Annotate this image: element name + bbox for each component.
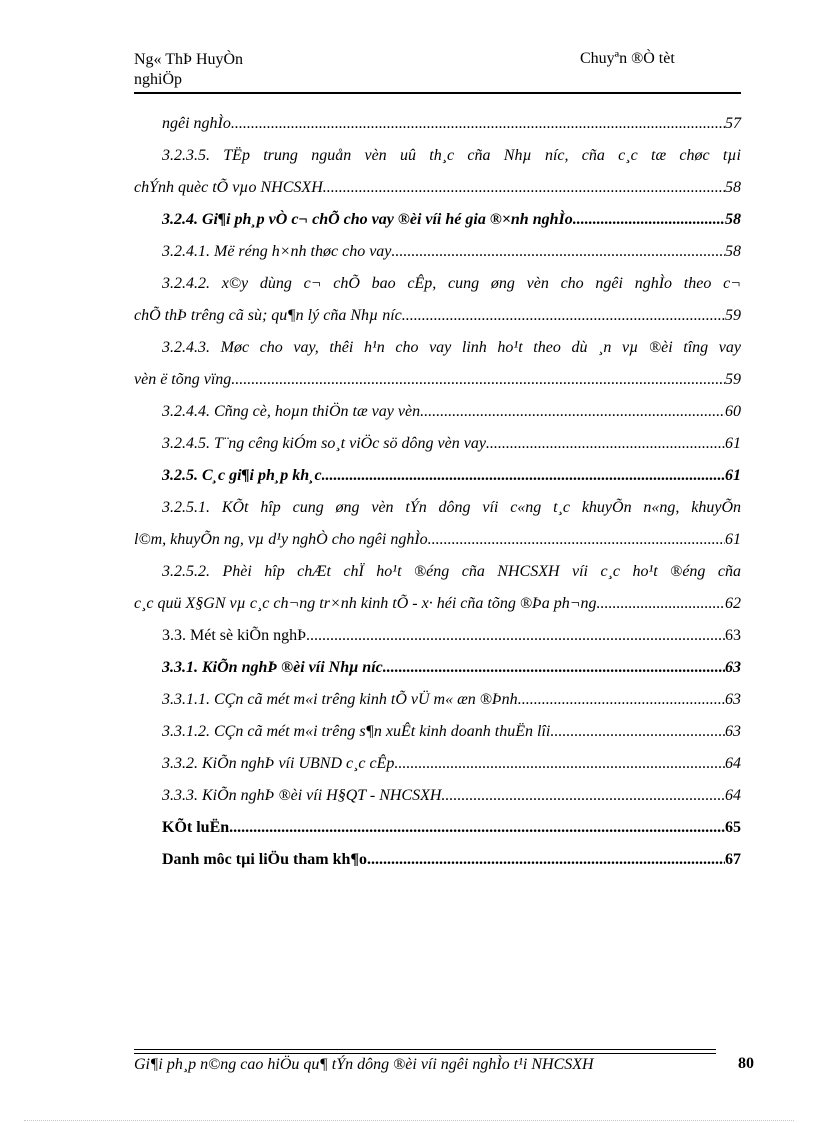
toc-page-number: 67: [725, 851, 741, 868]
toc-entry: [134, 844, 741, 876]
page-number: 80: [738, 1055, 754, 1072]
toc-page-number: 64: [725, 787, 741, 804]
author-line-1: Ng« ThÞ HuyÒn: [134, 51, 244, 68]
toc-entry-title: chÕ thÞ trêng cã sù; qu¶n lý cña Nhµ níc: [134, 307, 402, 324]
toc-entry: [134, 524, 741, 556]
toc-entry-line: 3.2.5.2. Phèi hîp chÆt chÏ ho¹t ®éng cña NHCSXH víi c¸c ho¹t ®éng cña: [162, 563, 741, 580]
toc-page-number: 62: [725, 595, 741, 612]
toc-entry-line: 3.2.4.3. Møc cho vay, thêi h¹n cho vay linh ho¹t theo dù ¸n vµ ®èi tîng vay: [162, 339, 741, 356]
toc-page-number: 61: [725, 467, 741, 484]
toc-entry: [134, 300, 741, 332]
toc-page-number: 57: [725, 115, 741, 132]
toc-leader-dots: [402, 300, 725, 332]
toc-entry-title: ngêi nghÌo: [162, 115, 231, 132]
toc-entry: [134, 780, 741, 812]
toc-leader-dots: [367, 844, 725, 876]
toc-entry: [134, 716, 741, 748]
toc-entry: [134, 204, 741, 236]
toc-leader-dots: [231, 108, 725, 140]
toc-entry-line: 3.2.3.5. TËp trung nguån vèn uû th¸c cña Nhµ níc, cña c¸c tæ chøc tµi: [162, 147, 741, 164]
toc-entry-title: c¸c quü X§GN vµ c¸c ch¬ng tr×nh kinh tÕ - x· héi cña tõng ®Þa ph¬ng: [134, 595, 597, 612]
footer-title: Gi¶i ph¸p n©ng cao hiÖu qu¶ tÝn dông ®èi víi ngêi nghÌo t¹i NHCSXH: [134, 1056, 594, 1073]
toc-page-number: 61: [725, 435, 741, 452]
toc-entry-title: vèn ë tõng vïng: [134, 371, 232, 388]
toc-leader-dots: [486, 428, 725, 460]
toc-leader-dots: [420, 396, 725, 428]
toc-entry: [134, 172, 741, 204]
author-line-2: nghiÖp: [134, 71, 182, 88]
toc-leader-dots: [322, 460, 725, 492]
toc-page-number: 65: [725, 819, 741, 836]
toc-entry: [134, 748, 741, 780]
toc-leader-dots: [573, 204, 725, 236]
toc-entry-title: Danh môc tµi liÖu tham kh¶o: [162, 851, 367, 868]
toc-page-number: 61: [725, 531, 741, 548]
toc-page-number: 60: [725, 403, 741, 420]
footer-divider-top: [134, 1049, 716, 1050]
toc-page-number: 63: [725, 723, 741, 740]
footer-divider-bottom: [134, 1053, 716, 1054]
toc-entry-title: 3.3.1. KiÕn nghÞ ®èi víi Nhµ níc: [162, 659, 383, 676]
toc-entry-title: l©m, khuyÕn ng, vµ d¹y nghÒ cho ngêi nghÌo: [134, 531, 428, 548]
toc-entry-title: 3.3.2. KiÕn nghÞ víi UBND c¸c cÊp: [162, 755, 395, 772]
toc-entry-title: 3.2.4.5. T¨ng cêng kiÓm so¸t viÖc sö dông vèn vay: [162, 435, 486, 452]
toc-entry: [134, 236, 741, 268]
toc-page-number: 63: [725, 627, 741, 644]
toc-entry-title: chÝnh quèc tÕ vµo NHCSXH: [134, 179, 323, 196]
toc-leader-dots: [229, 812, 725, 844]
toc-leader-dots: [391, 236, 725, 268]
toc-entry: [134, 652, 741, 684]
toc-leader-dots: [428, 524, 725, 556]
toc-entry-title: KÕt luËn: [162, 819, 230, 836]
toc-leader-dots: [597, 588, 725, 620]
toc-entry-line: 3.2.5.1. KÕt hîp cung øng vèn tÝn dông víi c«ng t¸c khuyÕn n«ng, khuyÕn: [162, 499, 741, 516]
toc-leader-dots: [441, 780, 725, 812]
toc-entry: [134, 108, 741, 140]
toc-leader-dots: [306, 620, 725, 652]
toc-entry-title: 3.2.4.4. Cñng cè, hoµn thiÖn tæ vay vèn: [162, 403, 421, 420]
document-type: Chuyªn ®Ò tèt: [580, 50, 675, 67]
toc-entry: [134, 460, 741, 492]
toc-leader-dots: [550, 716, 725, 748]
toc-entry: [134, 588, 741, 620]
toc-entry-title: 3.2.4.1. Më réng h×nh thøc cho vay: [162, 243, 392, 260]
toc-leader-dots: [231, 364, 725, 396]
toc-entry: [134, 812, 741, 844]
toc-entry-title: 3.3.3. KiÕn nghÞ ®èi víi H§QT - NHCSXH: [162, 787, 442, 804]
toc-entry: [134, 428, 741, 460]
toc-entry-title: 3.2.5. C¸c gi¶i ph¸p kh¸c: [162, 467, 322, 484]
toc-page-number: 58: [725, 211, 741, 228]
toc-page-number: 64: [725, 755, 741, 772]
page-edge-divider: [24, 1120, 794, 1121]
table-of-contents: [134, 108, 741, 876]
toc-page-number: 63: [725, 691, 741, 708]
toc-entry-title: 3.3.1.2. CÇn cã mét m«i trêng s¶n xuÊt kinh doanh thuËn lîi: [162, 723, 551, 740]
author-name: [134, 50, 243, 90]
toc-entry: [134, 620, 741, 652]
toc-entry-title: 3.3.1.1. CÇn cã mét m«i trêng kinh tÕ vÜ m« æn ®Þnh: [162, 691, 518, 708]
toc-page-number: 58: [725, 179, 741, 196]
toc-leader-dots: [518, 684, 725, 716]
toc-page-number: 59: [725, 371, 741, 388]
toc-entry-title: 3.2.4. Gi¶i ph¸p vÒ c¬ chÕ cho vay ®èi víi hé gia ®×nh nghÌo: [162, 211, 573, 228]
toc-entry: [134, 364, 741, 396]
toc-leader-dots: [394, 748, 725, 780]
toc-leader-dots: [323, 172, 725, 204]
toc-entry-line: 3.2.4.2. x©y dùng c¬ chÕ bao cÊp, cung øng vèn cho ngêi nghÌo theo c¬: [162, 275, 741, 292]
header-divider: [134, 92, 741, 94]
toc-entry: [134, 396, 741, 428]
toc-page-number: 58: [725, 243, 741, 260]
toc-entry: [134, 684, 741, 716]
toc-page-number: 63: [725, 659, 741, 676]
toc-entry-title: 3.3. Mét sè kiÕn nghÞ: [162, 627, 306, 644]
toc-leader-dots: [383, 652, 725, 684]
toc-page-number: 59: [725, 307, 741, 324]
